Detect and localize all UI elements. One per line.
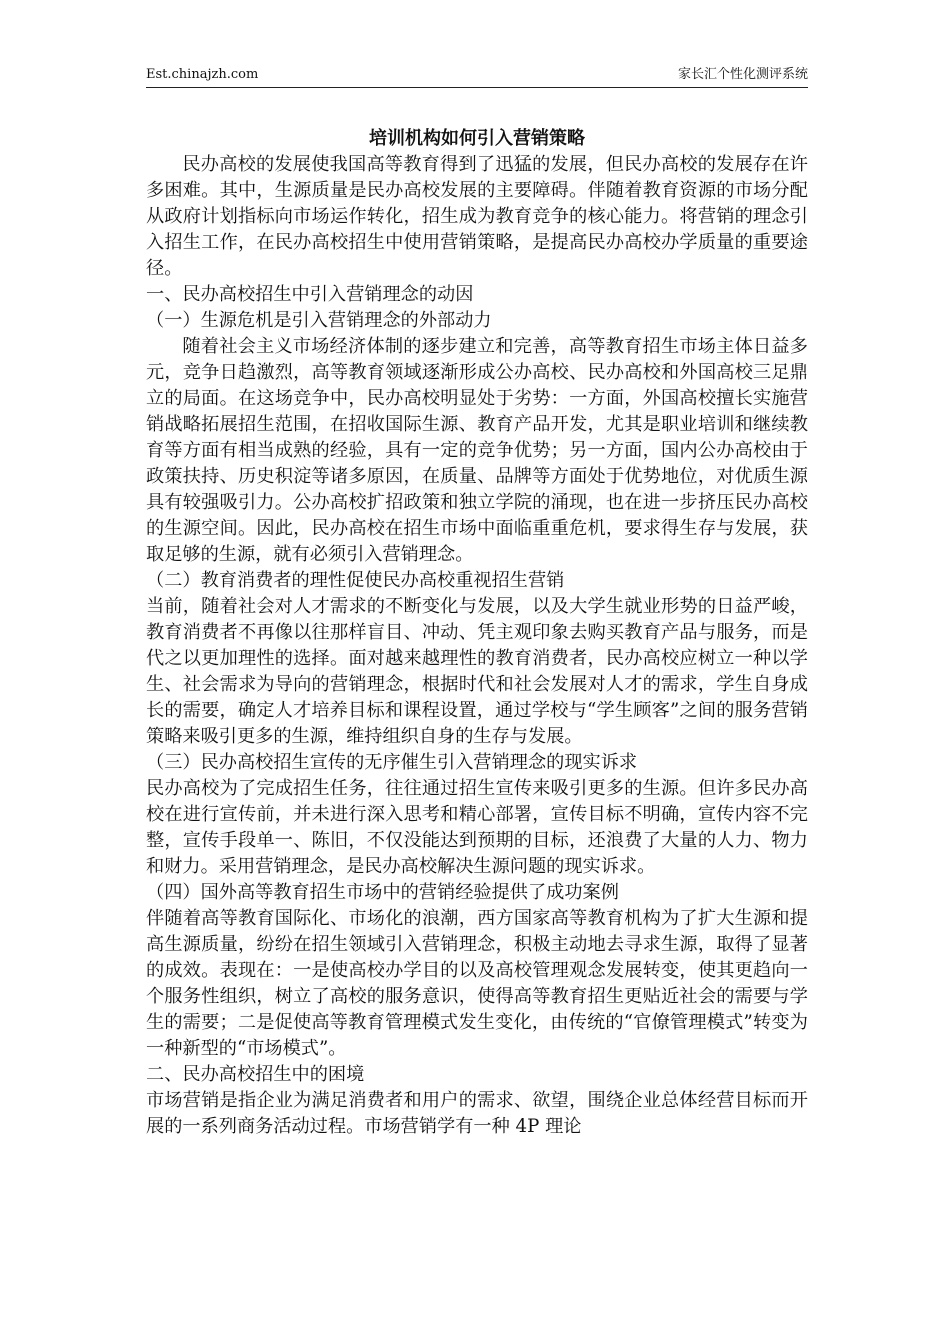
header-system-name: 家长汇个性化测评系统: [677, 67, 808, 82]
paragraph-5: 市场营销是指企业为满足消费者和用户的需求、欲望，围绕企业总体经营目标而开展的一系列商务活动过程。市场营销学有一种 4P 理论: [146, 1090, 808, 1137]
document-body: [146, 126, 808, 1140]
subsection-heading-4: （四）国外高等教育招生市场中的营销经验提供了成功案例: [146, 882, 619, 903]
paragraph-intro: 民办高校的发展使我国高等教育得到了迅猛的发展，但民办高校的发展存在许多困难。其中，生源质量是民办高校发展的主要障碍。伴随着教育资源的市场分配从政府计划指标向市场运作转化，招生成为教育竞争的核心能力。将营销的理念引入招生工作，在民办高校招生中使用营销策略，是提高民办高校办学质量的重要途径。: [146, 154, 808, 279]
paragraph-3: 民办高校为了完成招生任务，往往通过招生宣传来吸引更多的生源。但许多民办高校在进行宣传前，并未进行深入思考和精心部署，宣传目标不明确，宣传内容不完整，宣传手段单一、陈旧，不仅没能达到预期的目标，还浪费了大量的人力、物力和财力。采用营销理念，是民办高校解决生源问题的现实诉求。: [146, 778, 808, 877]
page-header: [146, 64, 808, 86]
paragraph-4: 伴随着高等教育国际化、市场化的浪潮，西方国家高等教育机构为了扩大生源和提高生源质量，纷纷在招生领域引入营销理念，积极主动地去寻求生源，取得了显著的成效。表现在：一是使高校办学目的以及高校管理观念发展转变，使其更趋向一个服务性组织，树立了高校的服务意识，使得高等教育招生更贴近社会的需要与学生的需要；二是促使高等教育管理模式发生变化，由传统的“官僚管理模式”转变为一种新型的“市场模式”。: [146, 908, 808, 1059]
header-divider: [146, 87, 808, 88]
paragraph-1: 随着社会主义市场经济体制的逐步建立和完善，高等教育招生市场主体日益多元，竞争日趋激烈，高等教育领域逐渐形成公办高校、民办高校和外国高校三足鼎立的局面。在这场竞争中，民办高校明显处于劣势：一方面，外国高校擅长实施营销战略拓展招生范围，在招收国际生源、教育产品开发，尤其是职业培训和继续教育等方面有相当成熟的经验，具有一定的竞争优势；另一方面，国内公办高校由于政策扶持、历史积淀等诸多原因，在质量、品牌等方面处于优势地位，对优质生源具有较强吸引力。公办高校扩招政策和独立学院的涌现，也在进一步挤压民办高校的生源空间。因此，民办高校在招生市场中面临重重危机，要求得生存与发展，获取足够的生源，就有必须引入营销理念。: [146, 336, 808, 565]
subsection-heading-3: （三）民办高校招生宣传的无序催生引入营销理念的现实诉求: [146, 752, 638, 773]
subsection-heading-2: （二）教育消费者的理性促使民办高校重视招生营销: [146, 570, 565, 591]
paragraph-2: 当前，随着社会对人才需求的不断变化与发展，以及大学生就业形势的日益严峻，教育消费者不再像以往那样盲目、冲动、凭主观印象去购买教育产品与服务，而是代之以更加理性的选择。面对越来越理性的教育消费者，民办高校应树立一种以学生、社会需求为导向的营销理念，根据时代和社会发展对人才的需求，学生自身成长的需要，确定人才培养目标和课程设置，通过学校与“学生顾客”之间的服务营销策略来吸引更多的生源，维持组织自身的生存与发展。: [146, 596, 808, 747]
header-site-url: Est.chinajzh.com: [146, 67, 259, 82]
section-heading-1: 一、民办高校招生中引入营销理念的动因: [146, 284, 474, 305]
subsection-heading-1: （一）生源危机是引入营销理念的外部动力: [146, 310, 492, 331]
document-title: 培训机构如何引入营销策略: [369, 128, 585, 149]
section-heading-2: 二、民办高校招生中的困境: [146, 1064, 365, 1085]
